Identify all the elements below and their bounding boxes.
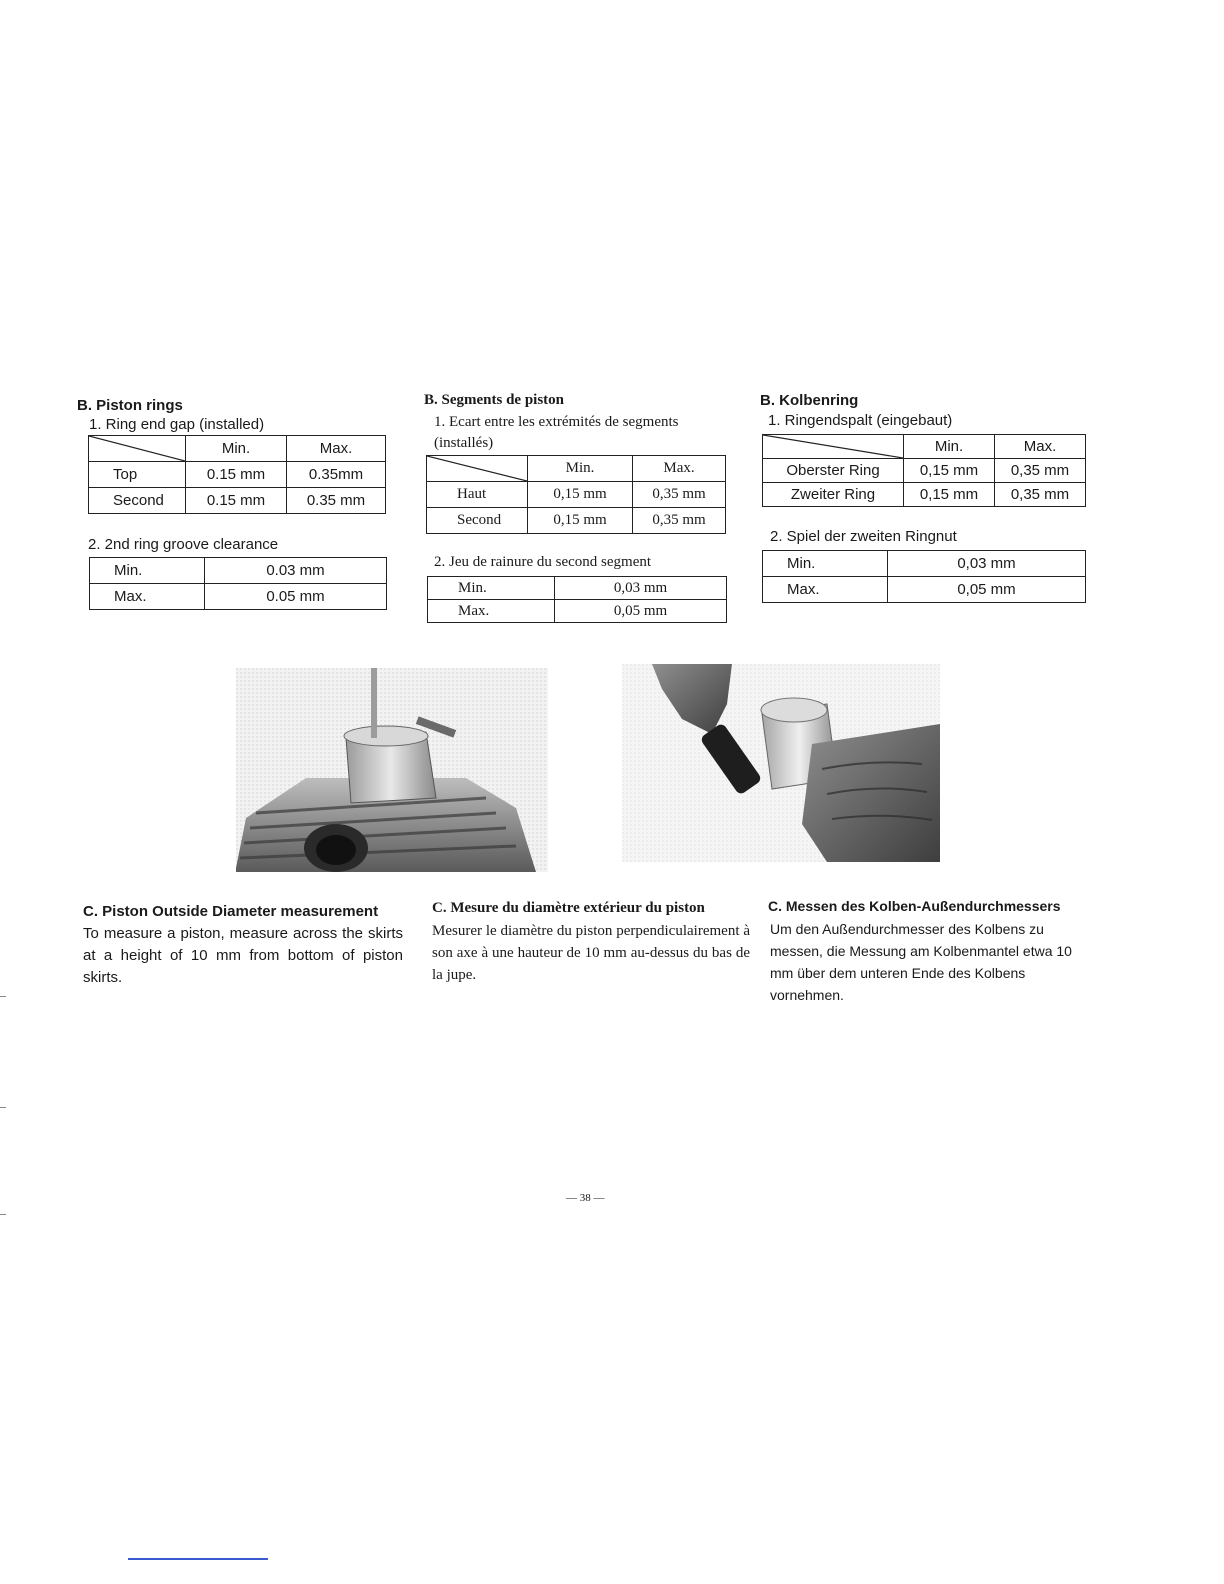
micrometer-hand-icon <box>622 664 940 862</box>
cell-max: 0.35 mm <box>287 488 386 514</box>
cell-value: 0,03 mm <box>888 551 1086 577</box>
cell-value: 0,05 mm <box>555 600 727 623</box>
cell-value: 0.05 mm <box>205 584 387 610</box>
german-section-c-title: C. Messen des Kolben-Außendurchmessers <box>768 898 1061 914</box>
english-ring-gap-table <box>88 435 386 514</box>
cell-max: 0,35 mm <box>633 508 726 534</box>
cell-value: 0,03 mm <box>555 577 727 600</box>
piston-measurement-photo <box>622 664 940 862</box>
row-label: Min. <box>428 577 555 600</box>
cell-max: 0.35mm <box>287 462 386 488</box>
cell-min: 0,15 mm <box>904 459 995 483</box>
col-header-min: Min. <box>528 456 633 482</box>
cell-max: 0,35 mm <box>995 483 1086 507</box>
margin-tick <box>0 1107 6 1108</box>
french-section-c-body: Mesurer le diamètre du piston perpendiculairement à son axe à une hauteur de 10 mm au-dessus du bas de la jupe. <box>432 923 750 983</box>
cell-max: 0,35 mm <box>633 482 726 508</box>
table-corner-cell <box>89 436 186 462</box>
german-ring-gap-table <box>762 434 1086 507</box>
cell-value: 0.03 mm <box>205 558 387 584</box>
row-label: Min. <box>763 551 888 577</box>
page-number: — 38 — <box>566 1192 605 1204</box>
cell-max: 0,35 mm <box>995 459 1086 483</box>
german-item2: 2. Spiel der zweiten Ringnut <box>770 528 957 545</box>
row-label: Top <box>89 462 186 488</box>
cell-min: 0,15 mm <box>528 508 633 534</box>
row-label: Zweiter Ring <box>763 483 904 507</box>
english-section-b-title: B. Piston rings <box>77 397 183 414</box>
french-item2: 2. Jeu de rainure du second segment <box>434 554 652 570</box>
margin-tick <box>0 1214 6 1215</box>
row-label: Haut <box>427 482 528 508</box>
row-label: Max. <box>90 584 205 610</box>
row-label: Max. <box>428 600 555 623</box>
cell-min: 0.15 mm <box>186 488 287 514</box>
diagonal-divider-icon <box>763 435 903 458</box>
piston-cylinder-icon <box>236 668 548 872</box>
french-section-b-title: B. Segments de piston <box>424 392 565 408</box>
row-label: Second <box>427 508 528 534</box>
bottom-rule-line <box>128 1558 268 1560</box>
cell-min: 0,15 mm <box>528 482 633 508</box>
table-corner-cell <box>427 456 528 482</box>
german-item1: 1. Ringendspalt (eingebaut) <box>768 412 953 429</box>
german-section-c-body: Um den Außendurchmesser des Kolbens zu messen, die Messung am Kolbenmantel etwa 10 mm über dem unteren Ende des Kolbens vornehmen. <box>770 921 1072 1003</box>
cell-min: 0.15 mm <box>186 462 287 488</box>
english-item2: 2. 2nd ring groove clearance <box>88 536 279 553</box>
col-header-min: Min. <box>904 435 995 459</box>
french-ring-gap-table <box>426 455 726 534</box>
german-section-b-title: B. Kolbenring <box>760 392 859 409</box>
english-section-c-title: C. Piston Outside Diameter measurement <box>83 903 379 920</box>
col-header-max: Max. <box>633 456 726 482</box>
col-header-min: Min. <box>186 436 287 462</box>
diagonal-divider-icon <box>89 436 185 461</box>
cell-min: 0,15 mm <box>904 483 995 507</box>
table-corner-cell <box>763 435 904 459</box>
row-label: Oberster Ring <box>763 459 904 483</box>
margin-tick <box>0 996 6 997</box>
col-header-max: Max. <box>287 436 386 462</box>
german-groove-clearance-table <box>762 550 1086 603</box>
row-label: Min. <box>90 558 205 584</box>
french-section-c-title: C. Mesure du diamètre extérieur du piston <box>432 900 705 916</box>
row-label: Second <box>89 488 186 514</box>
cell-value: 0,05 mm <box>888 577 1086 603</box>
french-groove-clearance-table <box>427 576 727 623</box>
english-groove-clearance-table <box>89 557 387 610</box>
english-section-c-body: To measure a piston, measure across the skirts at a height of 10 mm from bottom of piston skirts. <box>83 925 403 986</box>
col-header-max: Max. <box>995 435 1086 459</box>
row-label: Max. <box>763 577 888 603</box>
piston-in-cylinder-photo <box>236 668 548 872</box>
english-item1: 1. Ring end gap (installed) <box>89 416 265 433</box>
french-item1: 1. Ecart entre les extrémités de segments (installés) <box>434 414 679 451</box>
diagonal-divider-icon <box>427 456 527 481</box>
